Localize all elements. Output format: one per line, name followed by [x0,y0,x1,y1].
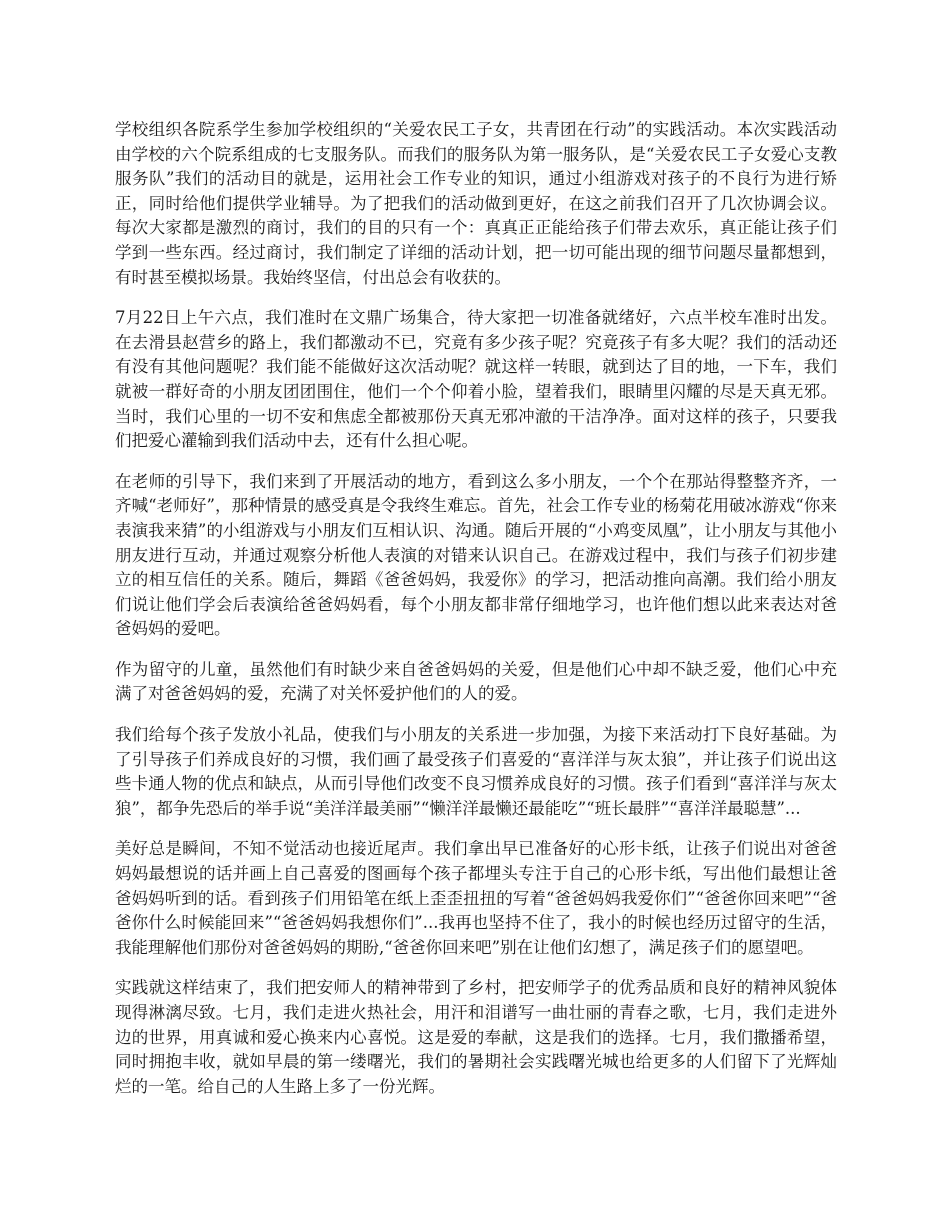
paragraph-6: 美好总是瞬间，不知不觉活动也接近尾声。我们拿出早已准备好的心形卡纸，让孩子们说出对爸爸妈妈最想说的话并画上自己喜爱的图画每个孩子都埋头专注于自己的心形卡纸，写出他们最想让爸爸妈妈听到的话。看到孩子们用铅笔在纸上歪歪扭扭的写着“爸爸妈妈我爱你们”“爸爸你回来吧”“爸爸你什么时候能回来”“爸爸妈妈我想你们”...我再也坚持不住了，我小的时候也经历过留守的生活，我能理解他们那份对爸爸妈妈的期盼,“爸爸你回来吧”别在让他们幻想了，满足孩子们的愿望吧。 [115,839,837,957]
paragraph-3: 在老师的引导下，我们来到了开展活动的地方，看到这么多小朋友，一个个在那站得整整齐齐，一齐喊“老师好”，那种情景的感受真是令我终生难忘。首先，社会工作专业的杨菊花用破冰游戏“你来表演我来猜”的小组游戏与小朋友们互相认识、沟通。随后开展的“小鸡变凤凰”，让小朋友与其他小朋友进行互动，并通过观察分析他人表演的对错来认识自己。在游戏过程中，我们与孩子们初步建立的相互信任的关系。随后，舞蹈《爸爸妈妈，我爱你》的学习，把活动推向高潮。我们给小朋友们说让他们学会后表演给爸爸妈妈看，每个小朋友都非常仔细地学习，也许他们想以此来表达对爸爸妈妈的爱吧。 [115,471,837,639]
paragraph-5: 我们给每个孩子发放小礼品，使我们与小朋友的关系进一步加强，为接下来活动打下良好基础。为了引导孩子们养成良好的习惯，我们画了最受孩子们喜爱的“喜洋洋与灰太狼”，并让孩子们说出这些卡通人物的优点和缺点，从而引导他们改变不良习惯养成良好的习惯。孩子们看到“喜洋洋与灰太狼”，都争先恐后的举手说“美洋洋最美丽”“懒洋洋最懒还最能吃”“班长最胖”“喜洋洋最聪慧”... [115,725,837,818]
paragraph-4: 作为留守的儿童，虽然他们有时缺少来自爸爸妈妈的关爱，但是他们心中却不缺乏爱，他们心中充满了对爸爸妈妈的爱，充满了对关怀爱护他们的人的爱。 [115,659,837,704]
document-body [115,118,837,1115]
paragraph-7: 实践就这样结束了，我们把安师人的精神带到了乡村，把安师学子的优秀品质和良好的精神风貌体现得淋漓尽致。七月，我们走进火热社会，用汗和泪谱写一曲壮丽的青春之歌，七月，我们走进外边的世界，用真诚和爱心换来内心喜悦。这是爱的奉献，这是我们的选择。七月，我们撒播希望，同时拥抱丰收，就如早晨的第一缕曙光，我们的暑期社会实践曙光城也给更多的人们留下了光辉灿烂的一笔。给自己的人生路上多了一份光辉。 [115,978,837,1096]
paragraph-2: 7月22日上午六点，我们准时在文鼎广场集合，待大家把一切准备就绪好，六点半校车准时出发。在去滑县赵营乡的路上，我们都激动不已，究竟有多少孩子呢？究竟孩子有多大呢？我们的活动还有没有其他问题呢？我们能不能做好这次活动呢？就这样一转眼，就到达了目的地，一下车，我们就被一群好奇的小朋友团团围住，他们一个个仰着小脸，望着我们，眼睛里闪耀的尽是天真无邪。当时，我们心里的一切不安和焦虑全都被那份天真无邪冲澈的干洁净净。面对这样的孩子，只要我们把爱心灌输到我们活动中去，还有什么担心呢。 [115,308,837,451]
paragraph-1: 学校组织各院系学生参加学校组织的“关爱农民工子女，共青团在行动”的实践活动。本次实践活动由学校的六个院系组成的七支服务队。而我们的服务队为第一服务队，是“关爱农民工子女爱心支教服务队”我们的活动目的就是，运用社会工作专业的知识，通过小组游戏对孩子的不良行为进行矫正，同时给他们提供学业辅导。为了把我们的活动做到更好，在这之前我们召开了几次协调会议。每次大家都是激烈的商讨，我们的目的只有一个：真真正正能给孩子们带去欢乐，真正能让孩子们学到一些东西。经过商讨，我们制定了详细的活动计划，把一切可能出现的细节问题尽量都想到，有时甚至模拟场景。我始终坚信，付出总会有收获的。 [115,120,837,287]
